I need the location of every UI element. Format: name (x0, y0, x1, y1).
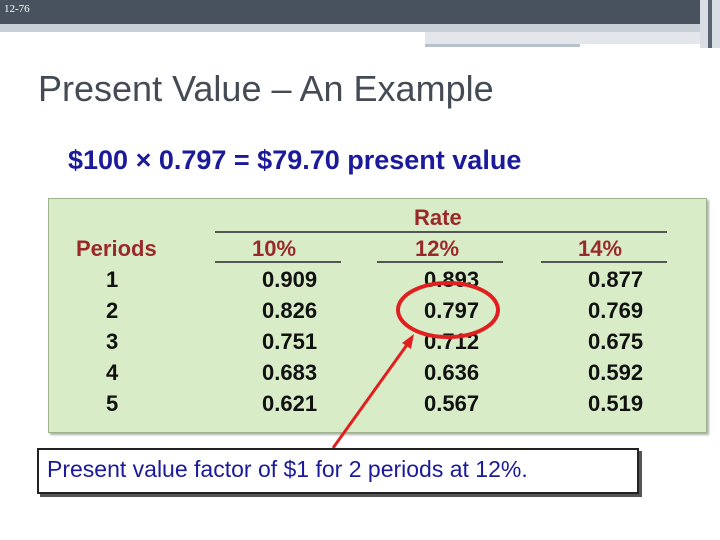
highlighted-factor-cell: 0.797 (424, 298, 480, 323)
column-rule-10 (215, 261, 341, 263)
factor-cell: 0.769 (588, 298, 644, 323)
slide-side-strip-line (708, 0, 712, 48)
callout-text: Present value factor of $1 for 2 periods at 12%. (47, 456, 528, 482)
slide-top-bar (0, 0, 700, 24)
factor-cell: 0.675 (588, 329, 644, 354)
periods-header: Periods (76, 236, 157, 261)
factor-cell: 0.621 (262, 391, 318, 416)
factor-cell: 0.826 (262, 298, 318, 323)
factor-cell: 0.636 (424, 360, 480, 385)
factor-cell: 0.909 (262, 267, 318, 292)
callout-box (37, 448, 639, 494)
rate-group-header: Rate (414, 205, 462, 230)
rate-header-rule (215, 231, 667, 233)
factor-cell: 0.877 (588, 267, 644, 292)
column-rule-12 (377, 261, 503, 263)
present-value-equation: $100 × 0.797 = $79.70 present value (68, 145, 522, 175)
period-cell: 3 (106, 329, 119, 354)
period-cell: 5 (106, 391, 119, 416)
period-cell: 1 (106, 267, 119, 292)
period-cell: 2 (106, 298, 119, 323)
slide-title: Present Value – An Example (38, 68, 494, 109)
factor-cell: 0.592 (588, 360, 644, 385)
column-rule-14 (541, 261, 667, 263)
factor-cell: 0.519 (588, 391, 644, 416)
factor-cell: 0.893 (424, 267, 480, 292)
rate-header-12: 12% (415, 236, 460, 261)
present-value-table (48, 198, 707, 433)
factor-cell: 0.751 (262, 329, 318, 354)
slide-accent-bar (0, 24, 700, 32)
rate-header-10: 10% (252, 236, 297, 261)
slide-number: 12-76 (4, 3, 30, 15)
rate-header-14: 14% (578, 236, 623, 261)
factor-cell: 0.567 (424, 391, 480, 416)
factor-cell: 0.712 (424, 329, 480, 354)
slide-accent-strip (425, 32, 700, 44)
slide-accent-line (425, 44, 580, 47)
period-cell: 4 (106, 360, 119, 385)
factor-cell: 0.683 (262, 360, 318, 385)
